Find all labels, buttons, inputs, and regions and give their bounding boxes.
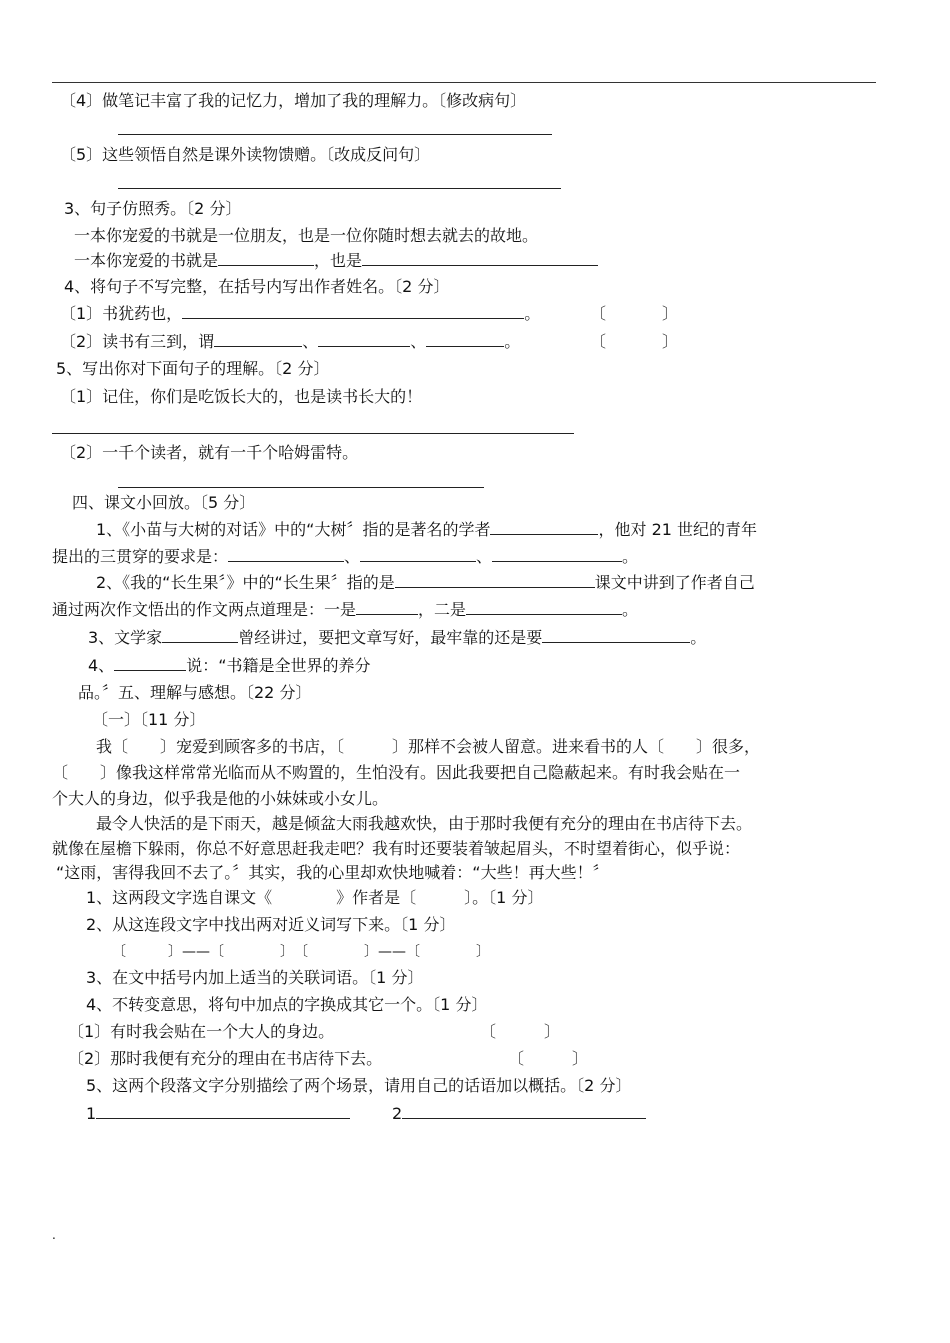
blank-4-2b[interactable] [318,331,410,347]
author-bracket-4-2[interactable]: 〔 〕 [590,332,679,351]
blank-s4-q3a[interactable] [162,627,238,643]
section-4-q2-line1: 2、《我的“长生果〞》中的“长生果〞指的是 课文中讲到了作者自己 [96,573,755,592]
blank-3a[interactable] [218,250,314,266]
reading-q4: 4、不转变意思，将句中加点的字换成其它一个。〔1 分〕 [86,995,488,1014]
passage-p2-line2: 就像在屋檐下躲雨，你总不好意思赶我走吧？我有时还要装着皱起眉头，不时望着街心，似乎说： [52,839,741,858]
blank-q5-2[interactable] [402,1103,646,1119]
reading-q2: 2、从这连段文字中找出两对近义词写下来。〔1 分〕 [86,915,456,934]
reading-q3: 3、在文中括号内加上适当的关联词语。〔1 分〕 [86,968,424,987]
reading-q1: 1、这两段文字选自课文《 》作者是〔 〕。〔1 分〕 [86,888,544,907]
question-5-title: 5、写出你对下面句子的理解。〔2 分〕 [56,359,330,378]
question-5-item-1: 〔1〕记住，你们是吃饭长大的，也是读书长大的！ [60,387,423,406]
blank-s4-q1b[interactable] [228,546,344,562]
blank-s4-q2a[interactable] [395,572,595,588]
reading-q4-bracket1[interactable]: 〔 〕 [480,1022,561,1041]
reading-q4-bracket2[interactable]: 〔 〕 [508,1049,589,1068]
blank-s4-q2b[interactable] [356,599,418,615]
passage-p1-line2: 〔 〕像我这样常常光临而从不购置的，生怕没有。因此我要把自己隐蔽起来。有时我会贴在一 [52,763,741,782]
question-4-item-2: 〔2〕读书有三到，谓 、 、 。 [60,332,521,351]
answer-line-5-1[interactable] [52,433,574,434]
question-3-title: 3、句子仿照秀。〔2 分〕 [64,199,242,218]
reading-q2-pairs[interactable]: 〔 〕——〔 〕 〔 〕——〔 〕 [112,944,490,960]
blank-4-2c[interactable] [426,331,504,347]
blank-s4-q2c[interactable] [466,599,622,615]
section-4-q2-line2: 通过两次作文悟出的作文两点道理是：一是 ，二是 。 [52,600,639,619]
section-5-title: 品。〞五、理解与感想。〔22 分〕 [78,683,312,702]
reading-q4-item2: 〔2〕那时我便有充分的理由在书店待下去。 [68,1049,383,1068]
reading-q5: 5、这两个段落文字分别描绘了两个场景，请用自己的话语加以概括。〔2 分〕 [86,1076,632,1095]
blank-s4-q1c[interactable] [360,546,476,562]
section-4-q3: 3、文学家 曾经讲过，要把文章写好，最牢靠的还是要 。 [88,628,707,647]
passage-p2-line1: 最令人快活的是下雨天，越是倾盆大雨我越欢快，由于那时我便有充分的理由在书店待下去。 [96,814,753,833]
reading-q5-answer-2: 2 [392,1103,646,1125]
question-2-4: 〔4〕做笔记丰富了我的记忆力，增加了我的理解力。〔修改病句〕 [60,91,527,110]
blank-s4-q1d[interactable] [492,546,622,562]
blank-4-1[interactable] [182,303,524,319]
blank-s4-q4[interactable] [114,655,186,671]
blank-3b[interactable] [362,250,598,266]
blank-s4-q3b[interactable] [542,627,690,643]
section-4-q1-line2: 提出的三贯穿的要求是： 、 、 。 [52,547,639,566]
section-5-sub1: 〔一〕〔11 分〕 [92,710,206,729]
reading-q5-answer-1: 1 [86,1103,350,1125]
answer-line-2-4[interactable] [118,134,552,135]
question-3-fill: 一本你宠爱的书就是 ，也是 [74,250,598,272]
section-4-title: 四、课文小回放。〔5 分〕 [72,493,256,512]
passage-p1-line3: 个大人的身边，似乎我是他的小妹妹或小女儿。 [52,789,389,808]
question-2-5: 〔5〕这些领悟自然是课外读物馈赠。〔改成反问句〕 [60,145,431,164]
blank-s4-q1a[interactable] [490,519,598,535]
answer-line-5-2[interactable] [118,487,484,488]
section-4-q4: 4、 说：“书籍是全世界的养分 [88,656,371,675]
section-4-q1-line1: 1、《小苗与大树的对话》中的“大树〞指的是著名的学者 ，他对 21 世纪的青年 [96,520,758,539]
question-4-title: 4、将句子不写完整，在括号内写出作者姓名。〔2 分〕 [64,277,450,296]
header-rule [52,82,876,83]
blank-4-2a[interactable] [214,331,302,347]
blank-q5-1[interactable] [96,1103,350,1119]
author-bracket-4-1[interactable]: 〔 〕 [590,304,679,323]
passage-p2-line3: “这雨，害得我回不去了。〞其实，我的心里却欢快地喊着：“大些！再大些！〞 [56,863,609,882]
question-3-example: 一本你宠爱的书就是一位朋友，也是一位你随时想去就去的故地。 [74,226,539,245]
footer-mark: . [52,1228,56,1242]
question-5-item-2: 〔2〕一千个读者，就有一千个哈姆雷特。 [60,443,359,462]
reading-q4-item1: 〔1〕有时我会贴在一个大人的身边。 [68,1022,335,1041]
question-4-item-1: 〔1〕书犹药也， 。 [60,304,541,323]
passage-p1-line1: 我〔 〕宠爱到顾客多的书店，〔 〕那样不会被人留意。进来看书的人〔 〕很多， [96,737,761,756]
answer-line-2-5[interactable] [118,188,561,189]
